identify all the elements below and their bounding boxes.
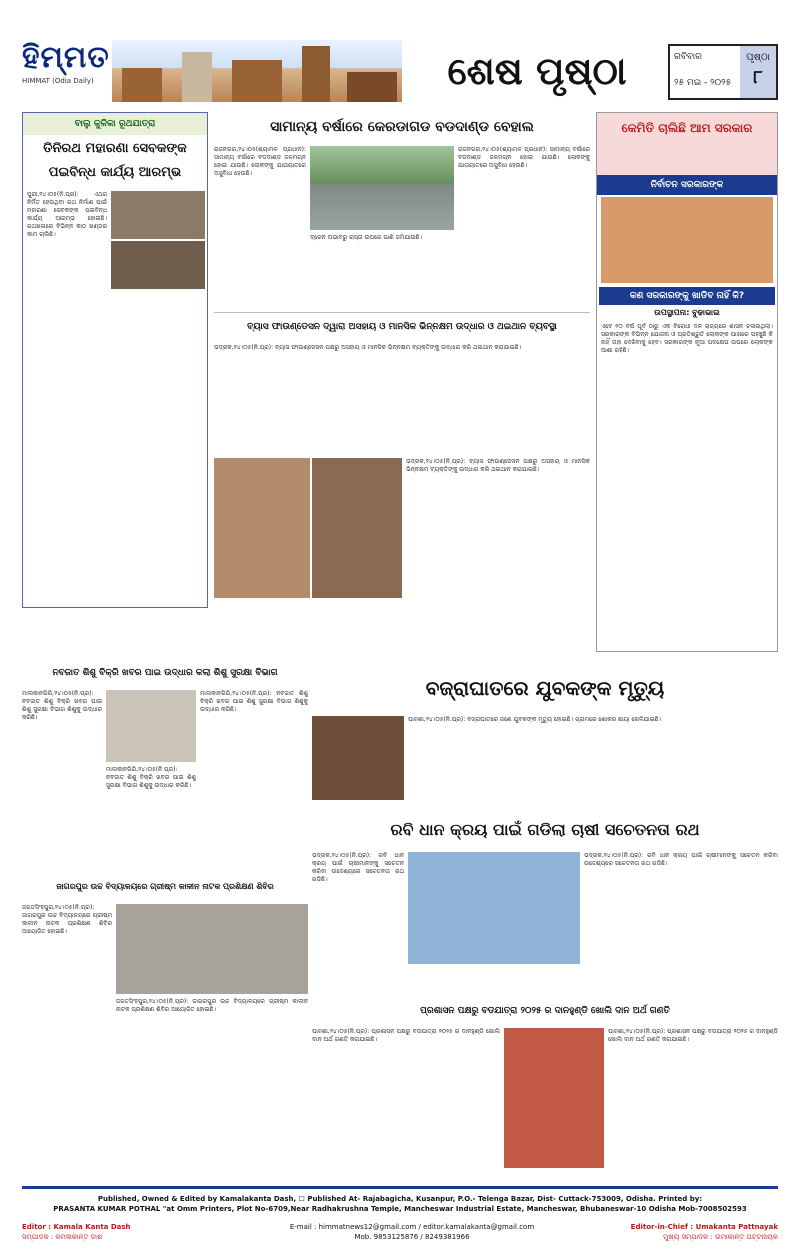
date-box xyxy=(668,44,778,100)
masthead xyxy=(22,40,778,108)
leaders-photo xyxy=(601,197,773,283)
contact-email: E-mail : himmatnews12@gmail.com / editor.kamalakanta@gmail.com xyxy=(289,1223,535,1231)
imprint-line-1: Published, Owned & Edited by Kamalakanta Dash, ☐ Published At- Rajabagicha, Kusanpur, P.O.- Telenga Bazar, Dist- Cuttack-753009, Odisha. Printed by: xyxy=(97,1195,703,1203)
child-rescue-body-3: ମାଲକାନଗିରି,୨୪।୦୫(ନି.ପ୍ର): ନବଜାତ ଶିଶୁ ବିକ୍ରି ଖବର ପାଇ ଶିଶୁ ସୁରକ୍ଷା ବିଭାଗ ଶିଶୁକୁ ଉଦ୍ଧାର କରିଛି। xyxy=(200,690,308,713)
donation-count-headline: ପ୍ରଶାସନ ପକ୍ଷରୁ ବଡଯାତ୍ରା ୨୦୨୫ ର ଦାନହୁଣ୍ଡି ଖୋଲି ଦାନ ଅର୍ଥ ଗଣତି xyxy=(420,1006,670,1016)
drama-camp-body-2: ଜଗତସିଂହପୁର,୨୪।୦୫(ନି.ପ୍ର): ଜାଗରପୁର ଉଚ୍ଚ ବିଦ୍ୟାଳୟରେ ଗ୍ରୀଷ୍ମ କାଳୀନ ନାଟକ ପ୍ରଶିକ୍ଷଣ ଶିବିର ଆୟୋଜିତ ହୋଇଛି। xyxy=(116,998,308,1013)
rath-headline: ତିନିରଥ ମହାରଣା ସେବକଙ୍କ ପଇବିନ୍ଧ କାର୍ଯ୍ୟ ଆରମ୍ଭ xyxy=(43,141,187,180)
farmer-awareness-headline: ରବି ଧାନ କ୍ରୟ ପାଇଁ ଗଡିଲା ଚାଷୀ ସଚେତନତା ରଥ xyxy=(390,820,700,839)
lightning-headline: ବଜ୍ରାଘାତରେ ଯୁବକଙ୍କ ମୃତ୍ୟୁ xyxy=(425,676,665,700)
newspaper-logo xyxy=(22,40,108,102)
rain-story-body-col2: ରାଜନଗର,୨୪।୦୫(ଶ୍ୟାମଳ ପ୍ରଧାନ): ସାମାନ୍ୟ ବର୍ଷାରେ ବଡଦାଣ୍ଡ ଜଳମଗ୍ନ ହୋଇ ଯାଉଛି। ଲୋକଙ୍କୁ ଯାତାୟାତରେ ଅସୁବିଧା ହେଉଛି। xyxy=(458,146,590,169)
logo-text: ହିମ୍ମତ xyxy=(22,40,110,75)
awareness-rath-photo xyxy=(408,852,580,964)
page-label: ପୃଷ୍ଠା xyxy=(746,52,770,63)
rain-headline: ସାମାନ୍ୟ ବର୍ଷାରେ କେରଡାଗଡ ବଡଦାଣ୍ଡ ବେହାଲ xyxy=(270,119,534,135)
section-title: ଶେଷ ପୃଷ୍ଠା xyxy=(447,48,627,93)
victim-photo xyxy=(312,716,404,800)
issue-date: ୨୫ ମଇ - ୨୦୨୫ xyxy=(674,78,732,88)
story-rath-construction xyxy=(22,112,208,608)
drama-camp-photo xyxy=(116,904,308,994)
rath-work-photo-2 xyxy=(111,241,205,289)
imprint-footer xyxy=(22,1186,778,1250)
page-number: ୮ xyxy=(753,67,763,88)
government-story-body: ଏବେ ୧୦ ବର୍ଷ ପୂର୍ବ ଠାରୁ ଏକ ବିରୋଧୀ ଦଳ ରାଜ୍ୟରେ ଶାସନ ଚଳାଉଥିଲା। ସରକାରଙ୍କ ବିଭିନ୍ନ ଯୋଜନା ଓ ପ୍ରତିଶ୍ରୁତି ଲୋକଙ୍କ ପାଖରେ ପହଞ୍ଚୁଛି କି ନାହିଁ ତାହା ଦେଖିବାକୁ ହେବ। ସରକାରଙ୍କ ନୂଆ ପଦକ୍ଷେପ ଉପରେ ଲୋକଙ୍କ ଆଶା ରହିଛି। xyxy=(601,323,773,354)
donation-counting-photo xyxy=(504,1028,604,1168)
government-headline: କଣ ସରକାରଙ୍କୁ ଖାଡିବ ନାହିଁ କି? xyxy=(599,287,775,305)
editor-name: Editor : Kamala Kanta Dash xyxy=(22,1223,131,1231)
government-byline: ଉପସ୍ଥାପନା: ବୁଢାଭାଇ xyxy=(654,308,720,317)
donation-story-body-1: ପାଟଣା,୨୪।୦୫(ନି.ପ୍ର): ପ୍ରଶାସନ ପକ୍ଷରୁ ବଡଯାତ୍ରା ୨୦୨୫ ର ଦାନହୁଣ୍ଡି ଖୋଲି ଦାନ ଅର୍ଥ ଗଣତି କରାଯାଇଛି। xyxy=(312,1028,500,1043)
issue-day: ରବିବାର xyxy=(674,52,702,62)
temple-banner-image xyxy=(112,40,402,102)
rath-story-body: ପୁରୀ,୨୪।୦୫(ନି.ପ୍ର): ଏଥର ନିର୍ମିତ ହେଉଥିବା ରଥ ନିର୍ମାଣ ପାଇଁ ମହାରଣା ସେବକଙ୍କ ପଇବିନ୍ଧ କାର୍ଯ୍ୟ ଆରମ୍ଭ ହୋଇଛି। ରଥଖଳାରେ ବିଭିନ୍ନ କାଠ ଖଣ୍ଡର କାମ ଚାଲିଛି। xyxy=(27,191,107,238)
vyas-story-body-2: ଭଦ୍ରକ,୨୪।୦୫(ନି.ପ୍ର): ବ୍ୟାସ ଫାଉଣ୍ଡେସନ ପକ୍ଷରୁ ଅସହାୟ ଓ ମାନସିକ ଭିନ୍ନକ୍ଷମ ବ୍ୟକ୍ତିଙ୍କୁ ଉଦ୍ଧାର କରି ଥଇଥାନ କରାଯାଇଛି। xyxy=(406,458,590,473)
rain-photo-caption: ଦ୍ରେନ ଅଭାବରୁ ରାସ୍ତା ଉପରେ ପାଣି ଜମିଯାଉଛି। xyxy=(310,234,423,241)
rath-work-photo-1 xyxy=(111,191,205,239)
editor-in-chief: Editor-in-Chief : Umakanta Pattnayak xyxy=(630,1223,778,1231)
editor-name-odia: ସମ୍ପାଦକ : କମଳାକାନ୍ତ ଦାଶ xyxy=(22,1233,103,1241)
imprint-line-2: PRASANTA KUMAR POTHAL "at Omm Printers, Plot No-6709,Near Radhakrushna Temple, Mancheswar Industrial Estate, Mancheswar, Bhubaneswar-10 Odisha Mob-7008502593 xyxy=(53,1205,747,1213)
page-number-box xyxy=(740,46,776,98)
child-rescue-headline: ନବଜାତ ଶିଶୁ ବିକ୍ରି ଖବର ପାଇ ଉଦ୍ଧାର କଲା ଶିଶୁ ସୁରକ୍ଷା ବିଭାଗ xyxy=(52,668,278,678)
editor-in-chief-odia: ମୁଖ୍ୟ ସମ୍ପାଦକ : ଉମାକାନ୍ତ ପଟ୍ଟନାୟକ xyxy=(663,1233,778,1241)
drama-camp-headline: ଜାଗରପୁର ଉଚ୍ଚ ବିଦ୍ୟାଳୟରେ ଗ୍ରୀଷ୍ମ କାଳୀନ ନାଟକ ପ୍ରଶିକ୍ଷଣ ଶିବିର xyxy=(56,882,274,891)
contact-mobile: Mob. 9853125876 / 8249381966 xyxy=(354,1233,470,1241)
government-banner: କେମିତି ଚାଲିଛି ଆମ ସରକାର xyxy=(597,113,777,175)
logo-subtitle: HIMMAT (Odia Daily) xyxy=(22,77,94,85)
lightning-story-body: ପାଟଣା,୨୪।୦୫(ନି.ପ୍ର): ବଜ୍ରାଘାତରେ ଜଣେ ଯୁବକଙ୍କ ମୃତ୍ୟୁ ହୋଇଛି। ଗ୍ରାମରେ ଶୋକର ଛାୟା ଖେଳିଯାଇଛି। xyxy=(408,716,662,723)
child-rescue-body-2: ମାଲକାନଗିରି,୨୪।୦୫(ନି.ପ୍ର): ନବଜାତ ଶିଶୁ ବିକ୍ରି ଖବର ପାଇ ଶିଶୁ ସୁରକ୍ଷା ବିଭାଗ ଶିଶୁକୁ ଉଦ୍ଧାର କରିଛି। xyxy=(106,766,196,789)
farmer-story-body-1: ଭଦ୍ରକ,୨୪।୦୫(ନି.ପ୍ର): ରବି ଧାନ କ୍ରୟ ପାଇଁ ଚାଷୀମାନଙ୍କୁ ସଚେତନ କରିବା ଉଦ୍ଦେଶ୍ୟରେ ସଚେତନତା ରଥ ଗଡିଛି। xyxy=(312,852,404,883)
rath-banner: ବାଲୁ କୁଳିକା ରୂଥଯାତ୍ରା xyxy=(23,113,207,135)
flooded-road-photo xyxy=(310,146,454,230)
rain-story-body-col1: ରାଜନଗର,୨୪।୦୫(ଶ୍ୟାମଳ ପ୍ରଧାନ): ସାମାନ୍ୟ ବର୍ଷାରେ ବଡଦାଣ୍ଡ ଜଳମଗ୍ନ ହୋଇ ଯାଉଛି। ଲୋକଙ୍କୁ ଯାତାୟାତରେ ଅସୁବିଧା ହେଉଛି। xyxy=(214,146,306,177)
drama-camp-body-1: ଜଗତସିଂହପୁର,୨୪।୦୫(ନି.ପ୍ର): ଜାଗରପୁର ଉଚ୍ଚ ବିଦ୍ୟାଳୟରେ ଗ୍ରୀଷ୍ମ କାଳୀନ ନାଟକ ପ୍ରଶିକ୍ଷଣ ଶିବିର ଆୟୋଜିତ ହୋଇଛି। xyxy=(22,904,112,935)
farmer-story-body-2: ଭଦ୍ରକ,୨୪।୦୫(ନି.ପ୍ର): ରବି ଧାନ କ୍ରୟ ପାଇଁ ଚାଷୀମାନଙ୍କୁ ସଚେତନ କରିବା ଉଦ୍ଦେଶ୍ୟରେ ସଚେତନତା ରଥ ଗଡିଛି। xyxy=(584,852,778,867)
child-rescue-body-1: ମାଲକାନଗିରି,୨୪।୦୫(ନି.ପ୍ର): ନବଜାତ ଶିଶୁ ବିକ୍ରି ଖବର ପାଇ ଶିଶୁ ସୁରକ୍ଷା ବିଭାଗ ଶିଶୁକୁ ଉଦ୍ଧାର କରିଛି। xyxy=(22,690,102,721)
vyas-foundation-headline: ବ୍ୟାସ ଫାଉଣ୍ଡେସନ ଦ୍ୱାରା ଅସହାୟ ଓ ମାନସିକ ଭିନ୍ନକ୍ଷମ ଉଦ୍ଧାର ଓ ଥଇଥାନ ବ୍ୟବସ୍ଥା xyxy=(214,312,590,340)
rescue-photo-2 xyxy=(312,458,402,598)
vyas-story-body: ଭଦ୍ରକ,୨୪।୦୫(ନି.ପ୍ର): ବ୍ୟାସ ଫାଉଣ୍ଡେସନ ପକ୍ଷରୁ ଅସହାୟ ଓ ମାନସିକ ଭିନ୍ନକ୍ଷମ ବ୍ୟକ୍ତିଙ୍କୁ ଉଦ୍ଧାର କରି ଥଇଥାନ କରାଯାଇଛି। xyxy=(214,344,522,351)
government-column xyxy=(596,112,778,652)
official-photo xyxy=(106,690,196,762)
rescue-photo-1 xyxy=(214,458,310,598)
donation-story-body-2: ପାଟଣା,୨୪।୦୫(ନି.ପ୍ର): ପ୍ରଶାସନ ପକ୍ଷରୁ ବଡଯାତ୍ରା ୨୦୨୫ ର ଦାନହୁଣ୍ଡି ଖୋଲି ଦାନ ଅର୍ଥ ଗଣତି କରାଯାଇଛି। xyxy=(608,1028,778,1043)
government-strip: ନିର୍ବାଚନ ସରକାରଙ୍କ xyxy=(597,175,777,195)
